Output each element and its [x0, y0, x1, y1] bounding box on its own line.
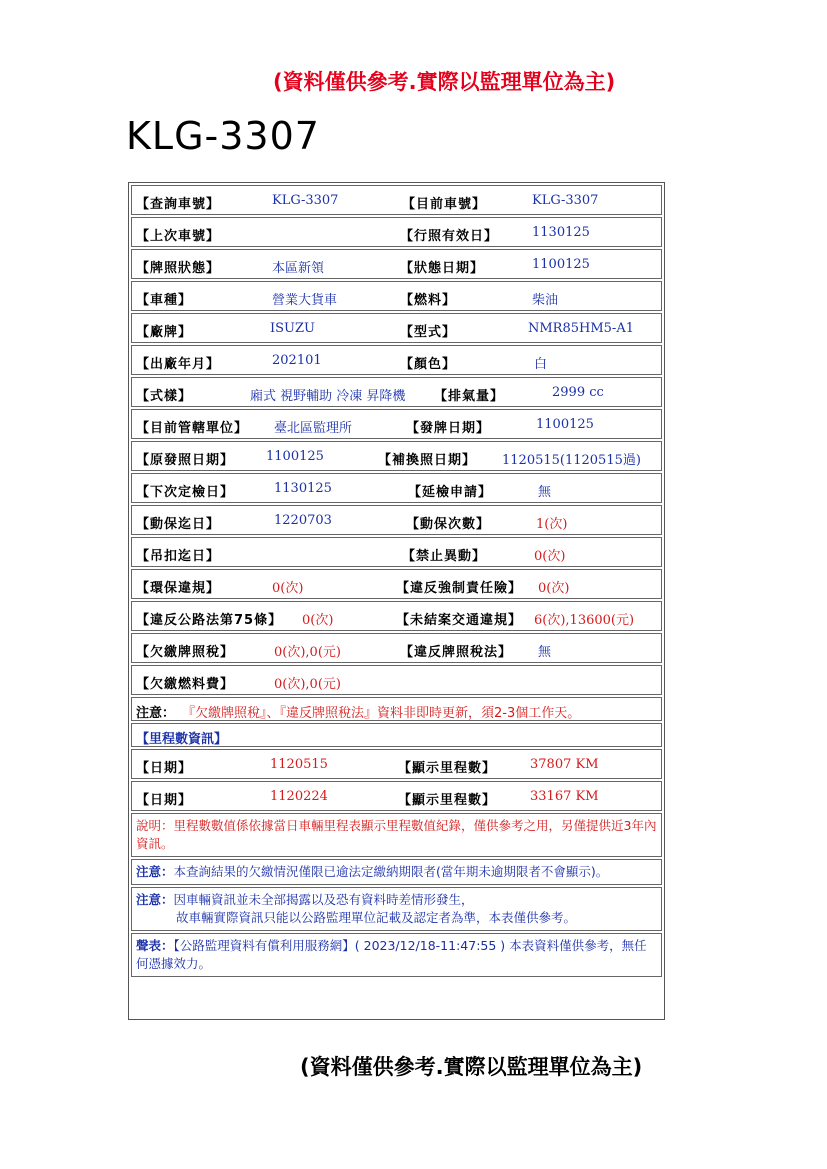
field-label: 【日期】 [136, 761, 193, 776]
field-label: 【顏色】 [400, 357, 457, 372]
mileage-section-header [131, 723, 662, 747]
field-value: 1100125 [266, 449, 324, 464]
top-disclaimer: (資料僅供參考.實際以監理單位為主) [273, 70, 616, 94]
mileage-explanation: 說明：里程數數值係依據當日車輛里程表顯示里程數值紀錄，僅供參考之用，另僅提供近3年內資訊。 [131, 813, 662, 857]
source-text: 【公路監理資料有償利用服務網】( 2023/12/18-11:47:55 ) 本表資料僅供參考，無任何憑據效力。 [136, 938, 647, 971]
record-row [131, 537, 662, 567]
field-value: 33167 KM [530, 789, 599, 804]
field-value: 1130125 [532, 225, 590, 240]
field-label: 【禁止異動】 [402, 549, 487, 564]
vehicle-record-table [128, 182, 665, 1020]
field-label: 【顯示里程數】 [398, 793, 497, 808]
field-label: 【牌照狀態】 [136, 261, 221, 276]
field-label: 【排氣量】 [434, 389, 505, 404]
field-value: 0(次) [538, 581, 570, 596]
field-value: 營業大貨車 [272, 293, 338, 308]
note-text-continued: 故車輛實際資訊只能以公路監理單位記載及認定者為準，本表僅供參考。 [176, 910, 577, 925]
field-value: 無 [538, 645, 552, 660]
note-label: 注意： [136, 864, 174, 879]
field-value: NMR85HM5-A1 [528, 321, 634, 336]
field-label: 【出廠年月】 [136, 357, 221, 372]
record-row [131, 665, 662, 695]
mileage-row [131, 749, 662, 779]
record-row [131, 185, 662, 215]
field-value: 0(次),0(元) [274, 677, 341, 692]
field-value: 202101 [272, 353, 322, 368]
field-value: 柴油 [532, 293, 559, 308]
record-row [131, 217, 662, 247]
record-row [131, 249, 662, 279]
field-label: 【目前管轄單位】 [136, 421, 249, 436]
field-label: 【動保次數】 [406, 517, 491, 532]
field-value: 無 [538, 485, 552, 500]
field-value: 1100125 [536, 417, 594, 432]
record-row [131, 313, 662, 343]
section-title: 【里程數資訊】 [136, 732, 228, 747]
record-row [131, 473, 662, 503]
arrears-note [131, 859, 662, 885]
field-label: 【違反強制責任險】 [396, 581, 523, 596]
field-label: 【原發照日期】 [136, 453, 235, 468]
source-label: 聲表： [136, 938, 174, 953]
field-label: 【型式】 [400, 325, 457, 340]
field-value: 0(次) [272, 581, 304, 596]
field-label: 【欠繳燃料費】 [136, 677, 235, 692]
field-label: 【查詢車號】 [136, 197, 221, 212]
field-value: KLG-3307 [532, 193, 599, 208]
field-value: 0(次) [534, 549, 566, 564]
field-value: 1100125 [532, 257, 590, 272]
field-value: 0(次) [302, 613, 334, 628]
mileage-row [131, 781, 662, 811]
field-label: 【狀態日期】 [400, 261, 485, 276]
field-label: 【式樣】 [136, 389, 193, 404]
record-row [131, 345, 662, 375]
field-value: 臺北區監理所 [274, 421, 353, 436]
field-value: 1120515 [270, 757, 328, 772]
field-label: 【下次定檢日】 [136, 485, 235, 500]
field-value: 1120515(1120515過) [502, 453, 641, 468]
field-label: 【顯示里程數】 [398, 761, 497, 776]
bottom-disclaimer: (資料僅供參考.實際以監理單位為主) [300, 1055, 643, 1079]
field-label: 【欠繳牌照稅】 [136, 645, 235, 660]
record-row [131, 281, 662, 311]
field-value: 1130125 [274, 481, 332, 496]
field-label: 【行照有效日】 [400, 229, 499, 244]
field-label: 【車種】 [136, 293, 193, 308]
note-text: 本查詢結果的欠繳情況僅限已逾法定繳納期限者(當年期未逾期限者不會顯示)。 [173, 864, 609, 879]
field-value: 本區新領 [272, 261, 325, 276]
field-value: 37807 KM [530, 757, 599, 772]
field-value: 0(次),0(元) [274, 645, 341, 660]
field-label: 【吊扣迄日】 [136, 549, 221, 564]
source-statement [131, 933, 662, 977]
field-label: 【廠牌】 [136, 325, 193, 340]
record-row [131, 377, 662, 407]
field-label: 【違反公路法第75條】 [136, 613, 283, 628]
record-row [131, 505, 662, 535]
field-value: 1220703 [274, 513, 332, 528]
record-row [131, 569, 662, 599]
field-label: 【燃料】 [400, 293, 457, 308]
field-value: 2999 cc [552, 385, 604, 400]
tax-note-row [131, 697, 662, 721]
field-label: 【補換照日期】 [378, 453, 477, 468]
field-label: 【未結案交通違規】 [396, 613, 523, 628]
field-label: 【違反牌照稅法】 [400, 645, 513, 660]
record-row [131, 601, 662, 631]
field-value: ISUZU [270, 321, 315, 336]
note-label: 注意： [136, 892, 174, 907]
field-label: 【發牌日期】 [406, 421, 491, 436]
record-row [131, 409, 662, 439]
field-value: 廂式 視野輔助 冷凍 昇降機 [250, 389, 406, 404]
field-value: 1120224 [270, 789, 328, 804]
record-row [131, 441, 662, 471]
field-value: 6(次),13600(元) [534, 613, 635, 628]
plate-number-title: KLG-3307 [126, 114, 320, 158]
note-label: 注意： [136, 706, 176, 721]
record-row [131, 633, 662, 663]
field-label: 【延檢申請】 [408, 485, 493, 500]
field-label: 【環保違規】 [136, 581, 221, 596]
note-text: 『欠繳牌照稅』、『違反牌照稅法』資料非即時更新，須2-3個工作天。 [182, 706, 581, 721]
field-label: 【上次車號】 [136, 229, 221, 244]
field-label: 【目前車號】 [402, 197, 487, 212]
field-label: 【日期】 [136, 793, 193, 808]
field-value: 白 [534, 357, 548, 372]
field-value: 1(次) [536, 517, 568, 532]
note-text: 因車輛資訊並未全部揭露以及恐有資料時差情形發生， [173, 892, 474, 907]
data-lag-note [131, 887, 662, 931]
field-label: 【動保迄日】 [136, 517, 221, 532]
field-value: KLG-3307 [272, 193, 339, 208]
